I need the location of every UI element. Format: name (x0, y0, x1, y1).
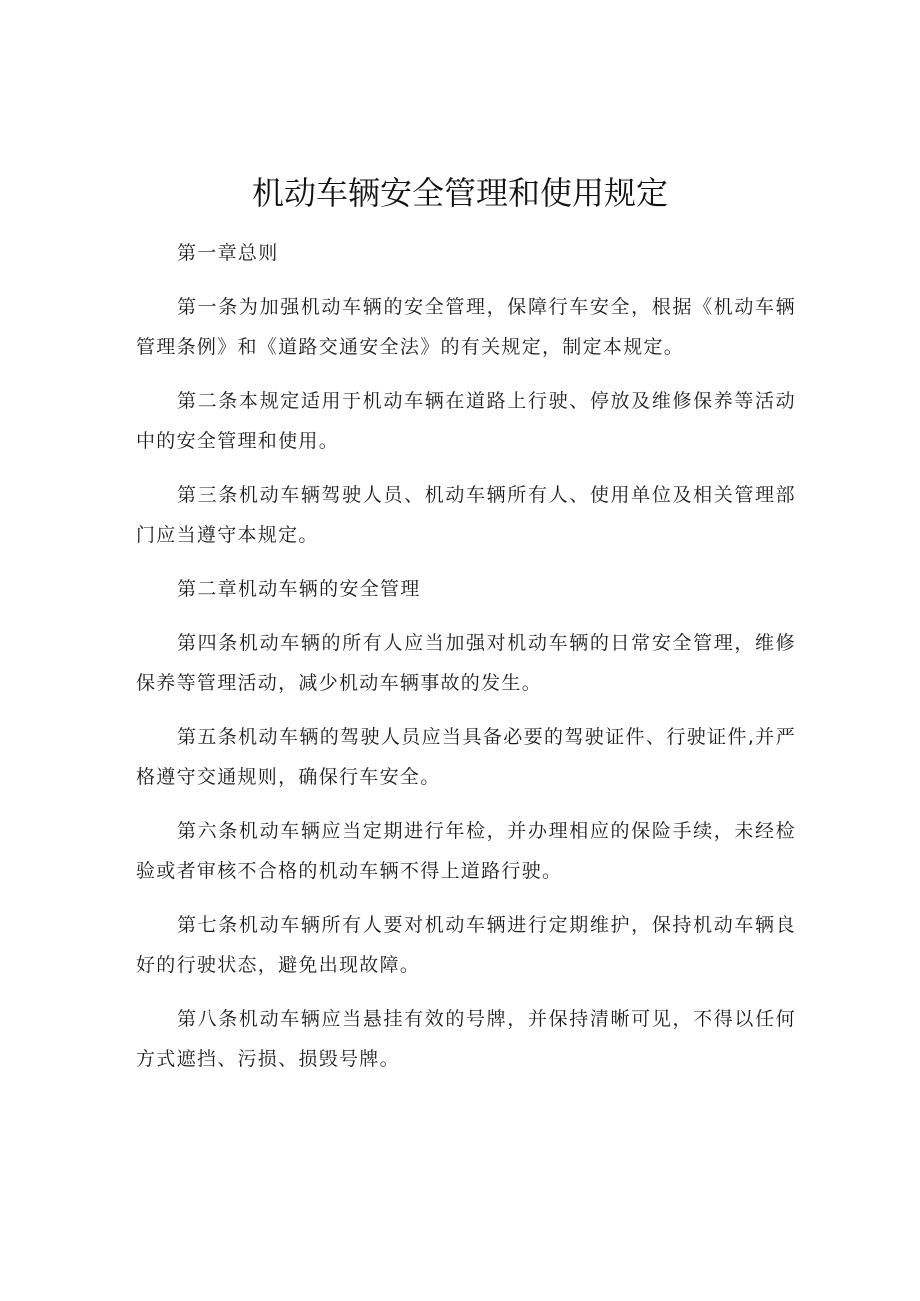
article-6: 第六条机动车辆应当定期进行年检，并办理相应的保险手续，未经检验或者审核不合格的机动车辆不得上道路行驶。 (136, 820, 796, 882)
article-7: 第七条机动车辆所有人要对机动车辆进行定期维护，保持机动车辆良好的行驶状态，避免出现故障。 (136, 914, 796, 976)
article-8: 第八条机动车辆应当悬挂有效的号牌，并保持清晰可见，不得以任何方式遮挡、污损、损毁号牌。 (136, 1008, 796, 1070)
document-title: 机动车辆安全管理和使用规定 (251, 174, 668, 212)
document-body (136, 233, 796, 1093)
article-1: 第一条为加强机动车辆的安全管理，保障行车安全，根据《机动车辆管理条例》和《道路交通安全法》的有关规定，制定本规定。 (136, 296, 796, 358)
chapter-heading-1: 第一章总则 (177, 242, 279, 264)
article-5: 第五条机动车辆的驾驶人员应当具备必要的驾驶证件、行驶证件,并严格遵守交通规则，确保行车安全。 (136, 726, 796, 788)
article-4: 第四条机动车辆的所有人应当加强对机动车辆的日常安全管理，维修保养等管理活动，减少机动车辆事故的发生。 (136, 632, 796, 694)
article-2: 第二条本规定适用于机动车辆在道路上行驶、停放及维修保养等活动中的安全管理和使用。 (136, 390, 796, 452)
chapter-heading-2: 第二章机动车辆的安全管理 (177, 578, 421, 600)
article-3: 第三条机动车辆驾驶人员、机动车辆所有人、使用单位及相关管理部门应当遵守本规定。 (136, 484, 796, 546)
